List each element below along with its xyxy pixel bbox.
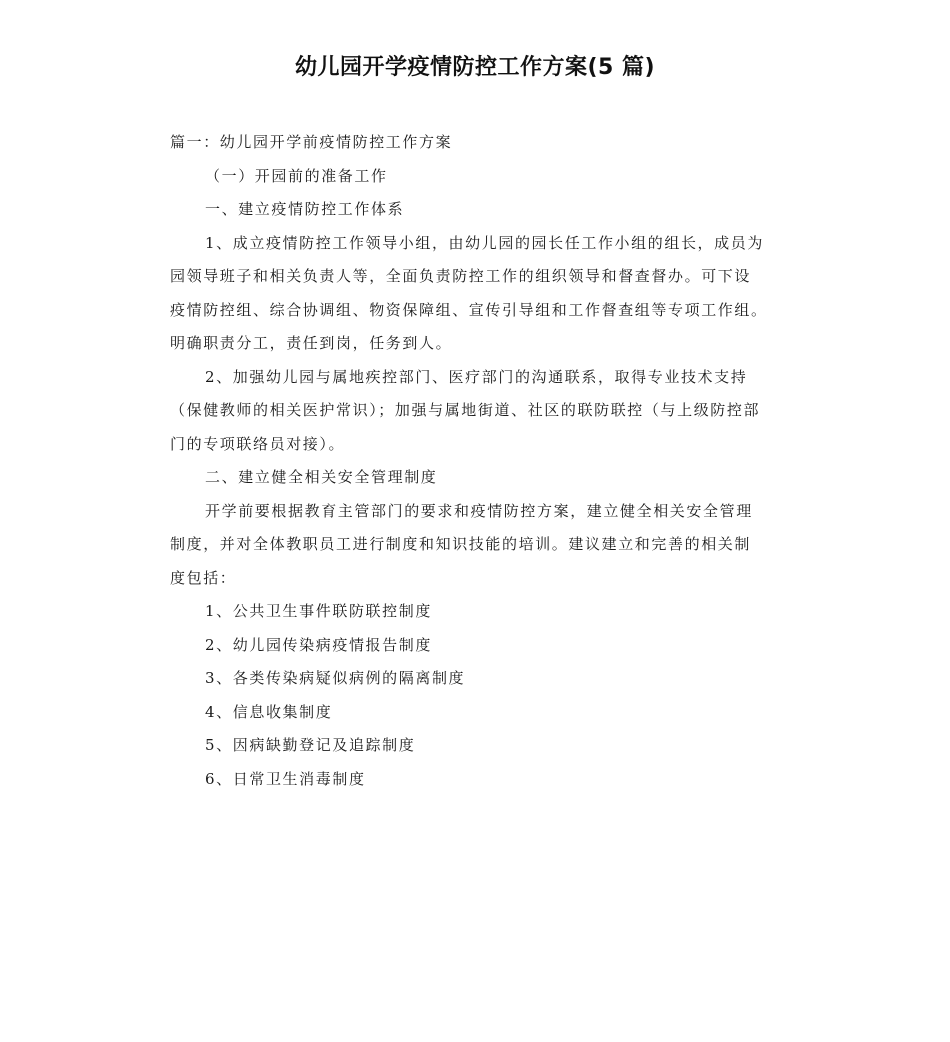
paragraph-line: （保健教师的相关医护常识）；加强与属地街道、社区的联防联控（与上级防控部 — [170, 401, 761, 419]
list-item: 1、公共卫生事件联防联控制度 — [205, 602, 432, 620]
paragraph-line: 2、加强幼儿园与属地疾控部门、医疗部门的沟通联系，取得专业技术支持 — [205, 367, 748, 386]
list-item: 5、因病缺勤登记及追踪制度 — [205, 736, 416, 754]
list-item: 6、日常卫生消毒制度 — [205, 769, 366, 788]
subsection-heading: （一）开园前的准备工作 — [205, 166, 388, 185]
item-heading: 二、建立健全相关安全管理制度 — [205, 468, 438, 486]
list-item: 4、信息收集制度 — [205, 702, 333, 721]
paragraph-line: 门的专项联络员对接）。 — [170, 434, 346, 453]
paragraph-line: 园领导班子和相关负责人等，全面负责防控工作的组织领导和督查督办。可下设 — [170, 267, 752, 285]
list-item: 2、幼儿园传染病疫情报告制度 — [205, 635, 432, 654]
paragraph-line: 开学前要根据教育主管部门的要求和疫情防控方案，建立健全相关安全管理 — [205, 501, 753, 520]
paragraph-line: 度包括： — [170, 568, 237, 587]
list-item: 3、各类传染病疑似病例的隔离制度 — [205, 669, 466, 687]
document-body — [170, 126, 800, 796]
section-heading: 篇一：幼儿园开学前疫情防控工作方案 — [170, 133, 453, 151]
paragraph-line: 制度，并对全体教职员工进行制度和知识技能的培训。建议建立和完善的相关制 — [170, 535, 752, 553]
item-heading: 一、建立疫情防控工作体系 — [205, 200, 405, 218]
document-title: 幼儿园开学疫情防控工作方案(5 篇) — [294, 55, 656, 80]
paragraph-line: 1、成立疫情防控工作领导小组，由幼儿园的园长任工作小组的组长，成员为 — [205, 233, 764, 252]
paragraph-line: 疫情防控组、综合协调组、物资保障组、宣传引导组和工作督查组等专项工作组。 — [170, 300, 768, 319]
paragraph-line: 明确职责分工，责任到岗，任务到人。 — [170, 334, 453, 352]
